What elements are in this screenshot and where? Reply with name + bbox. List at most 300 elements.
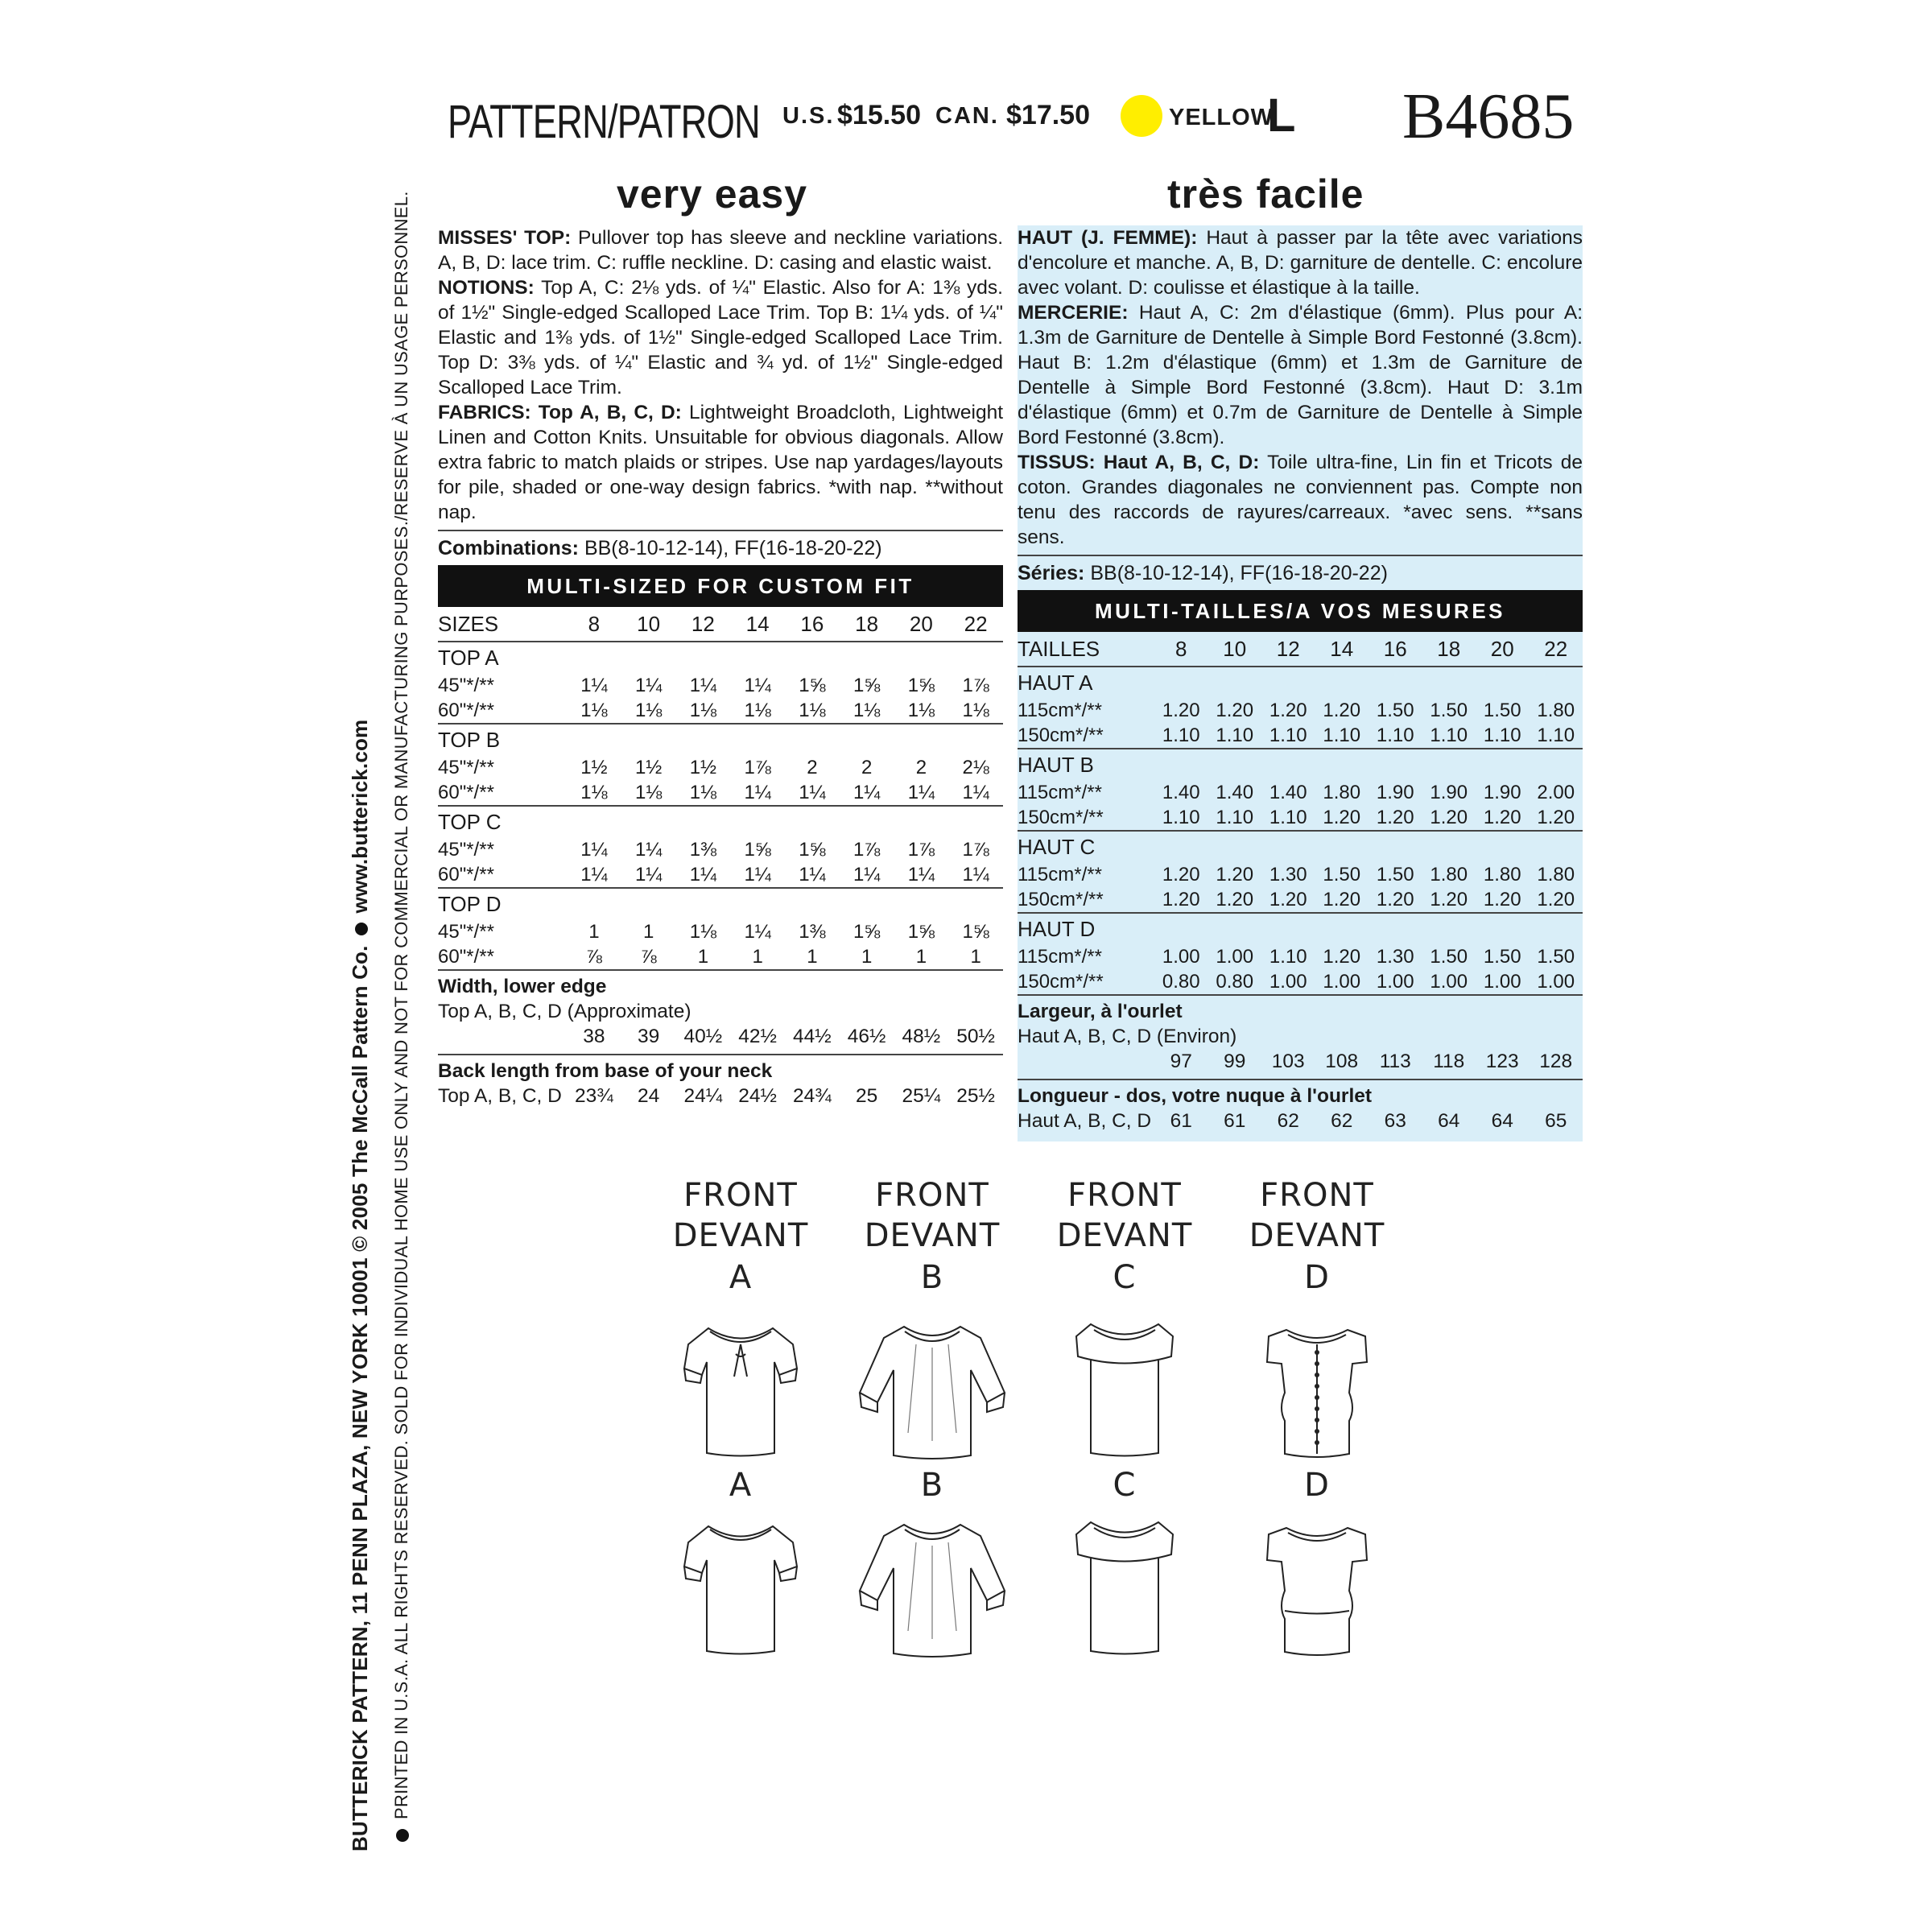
sizes-label: SIZES bbox=[438, 612, 499, 636]
group-name: HAUT D bbox=[1018, 913, 1583, 944]
yardage-cell: 1.50 bbox=[1376, 700, 1414, 721]
difficulty-en: very easy bbox=[617, 171, 808, 217]
yardage-cell: 1⅛ bbox=[907, 700, 935, 721]
yardage-cell: 1.20 bbox=[1323, 807, 1361, 828]
yardage-cell: 1.20 bbox=[1323, 946, 1361, 968]
row-label: 60"*/** bbox=[438, 946, 494, 968]
size-header: 12 bbox=[1276, 637, 1300, 661]
can-label: CAN. bbox=[935, 103, 999, 129]
yardage-cell: 1.10 bbox=[1537, 724, 1575, 746]
yardage-cell: 1⅛ bbox=[852, 700, 881, 721]
yardage-cell: 1¼ bbox=[852, 864, 881, 886]
table-row bbox=[438, 837, 1003, 862]
top-d-drawing bbox=[1236, 1312, 1397, 1465]
row-label: 60"*/** bbox=[438, 782, 494, 803]
yardage-cell: 1.00 bbox=[1376, 971, 1414, 993]
series bbox=[1018, 556, 1583, 590]
group-name: TOP C bbox=[438, 806, 1003, 837]
yardage-cell: 1.50 bbox=[1376, 864, 1414, 886]
yardage-cell: 1⅛ bbox=[689, 782, 717, 803]
yardage-cell: 1.50 bbox=[1483, 946, 1521, 968]
yardage-cell: 1¼ bbox=[744, 921, 771, 943]
yardage-cell: 1⅜ bbox=[689, 839, 717, 861]
french-description bbox=[1018, 225, 1583, 550]
yardage-cell: 1 bbox=[697, 946, 709, 968]
group-name: HAUT C bbox=[1018, 831, 1583, 862]
yardage-cell: 1.20 bbox=[1483, 807, 1521, 828]
back-heading-en: Back length from base of your neck bbox=[438, 1060, 773, 1082]
row-label: 115cm*/** bbox=[1018, 782, 1102, 803]
row-label: 115cm*/** bbox=[1018, 700, 1102, 721]
yardage-cell: 1.80 bbox=[1537, 864, 1575, 886]
width-heading-en: Width, lower edge bbox=[438, 976, 607, 997]
yardage-cell: 1⅞ bbox=[907, 839, 935, 861]
size-bar-fr: MULTI-TAILLES/A VOS MESURES bbox=[1018, 590, 1583, 632]
view-letter: D bbox=[1304, 1259, 1330, 1296]
misses-label: MISSES' TOP: bbox=[438, 227, 572, 249]
yardage-cell: 1.20 bbox=[1216, 889, 1254, 910]
yardage-cell: 1.00 bbox=[1216, 946, 1254, 968]
measure-value: 23¾ bbox=[575, 1085, 613, 1107]
yardage-cell: 1.00 bbox=[1323, 971, 1361, 993]
size-header: 18 bbox=[1437, 637, 1461, 661]
yardage-cell: ⅞ bbox=[585, 946, 602, 968]
yardage-cell: 1½ bbox=[580, 757, 608, 778]
table-row bbox=[1018, 887, 1583, 913]
yardage-cell: 1.20 bbox=[1483, 889, 1521, 910]
tissus-text: Toile ultra-fine, Lin fin et Tricots de coton. Grandes diagonales ne conviennent pas. Compte non tenu des raccords de rayures/carreaux. *avec sens. **sans sens. bbox=[1018, 452, 1583, 548]
table-row bbox=[1018, 805, 1583, 831]
yardage-cell: 1⅞ bbox=[962, 675, 989, 696]
row-label: 60"*/** bbox=[438, 864, 494, 886]
yardage-cell: 1.20 bbox=[1430, 889, 1468, 910]
yardage-cell: 1.20 bbox=[1376, 889, 1414, 910]
haut-text: Haut à passer par la tête avec variations d'encolure et manche. A, B, D: garniture de dentelle. C: encolure avec volant. D: coulisse et élastique à la taille. bbox=[1018, 227, 1583, 299]
yardage-cell: 1.40 bbox=[1162, 782, 1200, 803]
combinations-text: BB(8-10-12-14), FF(16-18-20-22) bbox=[584, 537, 882, 559]
yardage-cell: 1.20 bbox=[1216, 864, 1254, 886]
size-header: 10 bbox=[637, 612, 661, 636]
yardage-cell: 1.00 bbox=[1269, 971, 1307, 993]
sizes-label: TAILLES bbox=[1018, 637, 1100, 661]
mercerie-label: MERCERIE: bbox=[1018, 302, 1129, 324]
measure-value: 48½ bbox=[902, 1026, 941, 1047]
yardage-cell: 1¼ bbox=[634, 839, 663, 861]
english-column bbox=[438, 225, 1003, 1108]
yardage-cell: 1 bbox=[642, 921, 654, 943]
size-header: 18 bbox=[855, 612, 879, 636]
measure-value: 62 bbox=[1331, 1110, 1353, 1132]
yardage-cell: 1.10 bbox=[1162, 724, 1200, 746]
row-label: 45"*/** bbox=[438, 839, 494, 861]
front-label: FRONT bbox=[1260, 1177, 1374, 1214]
width-heading-fr: Largeur, à l'ourlet bbox=[1018, 1001, 1183, 1022]
bullet-icon bbox=[355, 923, 368, 935]
yardage-cell: 1.20 bbox=[1269, 700, 1307, 721]
top-b-drawing bbox=[852, 1510, 1013, 1663]
series-label: Séries: bbox=[1018, 562, 1085, 584]
row-label: 45"*/** bbox=[438, 675, 494, 696]
yardage-cell: 1.90 bbox=[1376, 782, 1414, 803]
yardage-cell: 1.80 bbox=[1483, 864, 1521, 886]
row-sub-label: Haut A, B, C, D bbox=[1018, 1110, 1152, 1132]
view-letter: C bbox=[1113, 1467, 1137, 1504]
side-publisher-line: BUTTERICK PATTERN, 11 PENN PLAZA, NEW YORK 10001 © 2005 The McCall Pattern Co. bbox=[348, 945, 372, 1852]
yardage-cell: 1¼ bbox=[689, 675, 717, 696]
misses-text: Pullover top has sleeve and neckline variations. A, B, D: lace trim. C: ruffle neckline. D: casing and elastic waist. bbox=[438, 227, 1003, 274]
size-header: 20 bbox=[909, 612, 933, 636]
measure-value: 44½ bbox=[793, 1026, 832, 1047]
table-row bbox=[1018, 698, 1583, 723]
row-label: 150cm*/** bbox=[1018, 724, 1104, 746]
yardage-cell: 1¼ bbox=[580, 675, 608, 696]
measure-value: 38 bbox=[583, 1026, 605, 1047]
yardage-cell: 1.20 bbox=[1269, 889, 1307, 910]
yardage-cell: 1.80 bbox=[1323, 782, 1361, 803]
can-price: $17.50 bbox=[1006, 100, 1090, 130]
devant-label: DEVANT bbox=[672, 1217, 809, 1254]
size-header: 10 bbox=[1223, 637, 1247, 661]
size-header: 12 bbox=[691, 612, 715, 636]
table-row bbox=[1018, 944, 1583, 969]
back-heading-fr: Longueur - dos, votre nuque à l'ourlet bbox=[1018, 1085, 1373, 1107]
table-row bbox=[1018, 780, 1583, 805]
yardage-cell: 1.10 bbox=[1216, 807, 1254, 828]
yardage-cell: 1⅝ bbox=[962, 921, 989, 943]
measure-value: 128 bbox=[1539, 1051, 1573, 1072]
yardage-cell: 1.10 bbox=[1323, 724, 1361, 746]
yardage-cell: 1 bbox=[588, 921, 600, 943]
yardage-cell: 1.20 bbox=[1537, 807, 1575, 828]
mercerie-text: Haut A, C: 2m d'élastique (6mm). Plus pour A: 1.3m de Garniture de Dentelle à Simple Bord Festonné (3.8cm). Haut B: 1.2m d'élastique (6mm) et 1.3m de Garniture de Dentelle à Simple Bord Festonné (3.8cm). Haut D: 3.1m d'élastique (6mm) et 0.7m de Garniture de Dentelle à Simple Bord Festonné (3.8cm). bbox=[1018, 302, 1583, 448]
yardage-cell: 1.20 bbox=[1216, 700, 1254, 721]
yardage-cell: 1.00 bbox=[1483, 971, 1521, 993]
measure-value: 123 bbox=[1485, 1051, 1519, 1072]
back-values-en bbox=[438, 1084, 1003, 1108]
side-website: www.butterick.com bbox=[348, 719, 372, 914]
table-row bbox=[1018, 862, 1583, 887]
yardage-cell: 1.10 bbox=[1376, 724, 1414, 746]
measure-value: 97 bbox=[1170, 1051, 1192, 1072]
yardage-cell: 1.30 bbox=[1269, 864, 1307, 886]
yardage-cell: 1⅝ bbox=[799, 839, 826, 861]
yardage-cell: 1.20 bbox=[1162, 889, 1200, 910]
yardage-table-en bbox=[438, 607, 1003, 969]
yardage-cell: 1⅛ bbox=[799, 700, 826, 721]
measure-value: 40½ bbox=[683, 1026, 723, 1047]
width-values-fr bbox=[1018, 1049, 1583, 1074]
yardage-cell: 1⅞ bbox=[962, 839, 989, 861]
measure-value: 24¼ bbox=[683, 1085, 723, 1107]
measure-value: 64 bbox=[1438, 1110, 1460, 1132]
table-row bbox=[1018, 723, 1583, 749]
measure-value: 24 bbox=[637, 1085, 660, 1107]
top-c-drawing bbox=[1044, 1510, 1205, 1663]
yardage-cell: 1.20 bbox=[1376, 807, 1414, 828]
yardage-cell: 1.10 bbox=[1216, 724, 1254, 746]
row-label: 115cm*/** bbox=[1018, 864, 1102, 886]
yardage-cell: 1¼ bbox=[580, 864, 608, 886]
measure-value: 65 bbox=[1545, 1110, 1567, 1132]
measure-value: 63 bbox=[1384, 1110, 1406, 1132]
yardage-cell: 2 bbox=[915, 757, 927, 778]
yardage-cell: 1¼ bbox=[962, 782, 989, 803]
yardage-cell: 1 bbox=[807, 946, 818, 968]
yardage-cell: 1⅞ bbox=[852, 839, 881, 861]
haut-label: HAUT (J. FEMME): bbox=[1018, 227, 1198, 249]
width-subline-fr: Haut A, B, C, D (Environ) bbox=[1018, 1026, 1237, 1047]
size-header: 8 bbox=[588, 612, 601, 636]
yardage-cell: 1¼ bbox=[744, 675, 771, 696]
top-a-drawing bbox=[660, 1510, 821, 1663]
yardage-cell: 1⅝ bbox=[744, 839, 771, 861]
front-label: FRONT bbox=[1067, 1177, 1182, 1214]
bullet-icon bbox=[396, 1829, 409, 1842]
divider bbox=[1018, 994, 1583, 996]
size-header: 22 bbox=[1544, 637, 1568, 661]
yardage-cell: 1¼ bbox=[634, 864, 663, 886]
row-label: 45"*/** bbox=[438, 921, 494, 943]
yardage-cell: 1⅝ bbox=[852, 675, 881, 696]
yardage-cell: 1.10 bbox=[1430, 724, 1468, 746]
row-label: 45"*/** bbox=[438, 757, 494, 778]
yardage-cell: 1¼ bbox=[580, 839, 608, 861]
yardage-cell: 1⅛ bbox=[689, 921, 717, 943]
color-name: YELLOW bbox=[1169, 105, 1274, 130]
width-subline-en: Top A, B, C, D (Approximate) bbox=[438, 1001, 691, 1022]
row-label: 60"*/** bbox=[438, 700, 494, 721]
measure-value: 118 bbox=[1433, 1051, 1465, 1072]
divider bbox=[438, 969, 1003, 971]
yardage-cell: 1.50 bbox=[1430, 700, 1468, 721]
devant-label: DEVANT bbox=[1249, 1217, 1385, 1254]
yardage-cell: 1 bbox=[915, 946, 927, 968]
table-row bbox=[438, 673, 1003, 698]
yardage-cell: 1.90 bbox=[1483, 782, 1521, 803]
english-description bbox=[438, 225, 1003, 525]
yardage-cell: 1.30 bbox=[1376, 946, 1414, 968]
measure-value: 24½ bbox=[738, 1085, 777, 1107]
yardage-cell: 1⅛ bbox=[689, 700, 717, 721]
yardage-cell: 1.10 bbox=[1483, 724, 1521, 746]
view-letter: A bbox=[729, 1259, 753, 1296]
size-bar-en: MULTI-SIZED FOR CUSTOM FIT bbox=[438, 565, 1003, 607]
top-a-drawing bbox=[660, 1312, 821, 1465]
yardage-cell: 1.50 bbox=[1430, 946, 1468, 968]
view-letter: C bbox=[1113, 1259, 1137, 1296]
yardage-cell: 1.50 bbox=[1537, 946, 1575, 968]
front-label: FRONT bbox=[875, 1177, 989, 1214]
view-letter: A bbox=[729, 1467, 753, 1504]
measure-value: 46½ bbox=[847, 1026, 886, 1047]
yellow-circle-icon bbox=[1121, 95, 1162, 137]
yardage-cell: 1⅛ bbox=[634, 782, 663, 803]
row-label: 150cm*/** bbox=[1018, 971, 1104, 993]
row-sub-label bbox=[1018, 1049, 1154, 1074]
side-legal-line: PRINTED IN U.S.A. ALL RIGHTS RESERVED. SOLD FOR INDIVIDUAL HOME USE ONLY AND NOT FOR COMMERCIAL OR MANUFACTURING PURPOSES./RESERVE À UN USAGE PERSONNEL. bbox=[391, 191, 411, 1819]
yardage-cell: 1¼ bbox=[907, 864, 935, 886]
yardage-cell: 2⅛ bbox=[962, 757, 989, 778]
divider bbox=[438, 1054, 1003, 1055]
yardage-cell: 1¼ bbox=[689, 864, 717, 886]
yardage-cell: 1.50 bbox=[1483, 700, 1521, 721]
size-header: 20 bbox=[1490, 637, 1514, 661]
yardage-cell: 1 bbox=[970, 946, 981, 968]
size-letter: L bbox=[1267, 89, 1296, 142]
measure-value: 39 bbox=[637, 1026, 660, 1047]
yardage-cell: 2 bbox=[861, 757, 873, 778]
tissus-label: TISSUS: Haut A, B, C, D: bbox=[1018, 452, 1260, 473]
yardage-cell: ⅞ bbox=[640, 946, 657, 968]
yardage-cell: 1.10 bbox=[1269, 946, 1307, 968]
top-b-drawing bbox=[852, 1312, 1013, 1465]
table-row bbox=[438, 698, 1003, 724]
yardage-cell: 1¼ bbox=[744, 864, 771, 886]
us-label: U.S. bbox=[782, 103, 835, 129]
measure-value: 61 bbox=[1224, 1110, 1246, 1132]
yardage-cell: 1 bbox=[861, 946, 873, 968]
measure-value: 108 bbox=[1325, 1051, 1359, 1072]
measure-value: 25 bbox=[855, 1085, 878, 1107]
back-values-fr bbox=[1018, 1108, 1583, 1133]
view-letter: B bbox=[920, 1259, 944, 1296]
yardage-cell: 1⅛ bbox=[962, 700, 989, 721]
yardage-cell: 1.80 bbox=[1537, 700, 1575, 721]
measure-value: 64 bbox=[1491, 1110, 1513, 1132]
notions-text: Top A, C: 2⅛ yds. of ¼" Elastic. Also for A: 1⅜ yds. of 1½" Single-edged Scalloped Lace Trim. Top B: 1¼ yds. of ¼" Elastic and 1⅜ yds. of 1½" Single-edged Scalloped Lace Trim. Top D: 3⅜ yds. of ¼" Elastic and ¾ yd. of 1½" Single-edged Scalloped Lace Trim. bbox=[438, 277, 1003, 398]
yardage-cell: 1⅛ bbox=[580, 700, 608, 721]
yardage-cell: 1.50 bbox=[1323, 864, 1361, 886]
group-name: HAUT B bbox=[1018, 749, 1583, 780]
fabrics-label: FABRICS: Top A, B, C, D: bbox=[438, 402, 682, 423]
yardage-cell: 1½ bbox=[634, 757, 663, 778]
yardage-cell: 0.80 bbox=[1216, 971, 1254, 993]
table-row bbox=[438, 862, 1003, 888]
us-price: $15.50 bbox=[837, 100, 921, 130]
yardage-cell: 1.40 bbox=[1216, 782, 1254, 803]
table-row bbox=[438, 919, 1003, 944]
measure-value: 42½ bbox=[738, 1026, 777, 1047]
pattern-label: PATTERN/PATRON bbox=[448, 96, 760, 148]
view-letter: B bbox=[920, 1467, 944, 1504]
devant-label: DEVANT bbox=[864, 1217, 1001, 1254]
series-text: BB(8-10-12-14), FF(16-18-20-22) bbox=[1090, 562, 1388, 584]
yardage-cell: 1½ bbox=[689, 757, 717, 778]
yardage-cell: 2.00 bbox=[1537, 782, 1575, 803]
devant-label: DEVANT bbox=[1056, 1217, 1193, 1254]
yardage-cell: 1¼ bbox=[634, 675, 663, 696]
yardage-cell: 1⅜ bbox=[799, 921, 826, 943]
yardage-cell: 1⅝ bbox=[907, 921, 935, 943]
size-header: 8 bbox=[1175, 637, 1187, 661]
yardage-cell: 1¼ bbox=[852, 782, 881, 803]
side-publisher-text bbox=[348, 644, 373, 1852]
yardage-cell: 1.20 bbox=[1323, 700, 1361, 721]
top-d-drawing bbox=[1236, 1510, 1397, 1663]
yardage-cell: 1.20 bbox=[1162, 864, 1200, 886]
yardage-cell: 1⅞ bbox=[744, 757, 771, 778]
yardage-cell: 2 bbox=[807, 757, 818, 778]
table-row bbox=[1018, 969, 1583, 994]
front-label: FRONT bbox=[683, 1177, 798, 1214]
notions-label: NOTIONS: bbox=[438, 277, 535, 299]
size-header: 14 bbox=[745, 612, 770, 636]
yardage-cell: 1.40 bbox=[1269, 782, 1307, 803]
combinations bbox=[438, 531, 1003, 565]
measure-value: 99 bbox=[1224, 1051, 1246, 1072]
yardage-cell: 1.20 bbox=[1162, 700, 1200, 721]
yardage-cell: 1.10 bbox=[1269, 724, 1307, 746]
yardage-cell: 1⅛ bbox=[744, 700, 771, 721]
yardage-cell: 1¼ bbox=[799, 782, 826, 803]
row-label: 115cm*/** bbox=[1018, 946, 1102, 968]
yardage-cell: 1.80 bbox=[1430, 864, 1468, 886]
measure-value: 24¾ bbox=[793, 1085, 832, 1107]
row-label: 150cm*/** bbox=[1018, 889, 1104, 910]
row-sub-label: Top A, B, C, D bbox=[438, 1085, 562, 1107]
yardage-cell: 1.20 bbox=[1537, 889, 1575, 910]
group-name: HAUT A bbox=[1018, 667, 1583, 698]
measure-value: 113 bbox=[1379, 1051, 1411, 1072]
difficulty-fr: très facile bbox=[1167, 171, 1364, 217]
width-values-en bbox=[438, 1024, 1003, 1049]
yardage-cell: 1⅛ bbox=[580, 782, 608, 803]
yardage-cell: 1¼ bbox=[962, 864, 989, 886]
table-row bbox=[438, 780, 1003, 806]
yardage-cell: 1.10 bbox=[1162, 807, 1200, 828]
yardage-cell: 1⅝ bbox=[907, 675, 935, 696]
table-row bbox=[438, 755, 1003, 780]
side-legal-text bbox=[391, 191, 412, 1852]
measure-value: 50½ bbox=[956, 1026, 995, 1047]
yardage-cell: 1.00 bbox=[1537, 971, 1575, 993]
yardage-cell: 1⅝ bbox=[852, 921, 881, 943]
measure-value: 103 bbox=[1271, 1051, 1305, 1072]
yardage-cell: 1.00 bbox=[1162, 946, 1200, 968]
yardage-cell: 1⅝ bbox=[799, 675, 826, 696]
view-letter: D bbox=[1304, 1467, 1330, 1504]
yardage-cell: 1⅛ bbox=[634, 700, 663, 721]
yardage-cell: 1¼ bbox=[744, 782, 771, 803]
yardage-cell: 1¼ bbox=[799, 864, 826, 886]
group-name: TOP B bbox=[438, 724, 1003, 755]
size-header: 16 bbox=[800, 612, 824, 636]
french-column bbox=[1018, 225, 1583, 1141]
measure-value: 62 bbox=[1277, 1110, 1299, 1132]
yardage-cell: 1.20 bbox=[1430, 807, 1468, 828]
combinations-label: Combinations: bbox=[438, 537, 579, 559]
row-label: 150cm*/** bbox=[1018, 807, 1104, 828]
yardage-cell: 1.90 bbox=[1430, 782, 1468, 803]
pattern-number: B4685 bbox=[1402, 81, 1575, 152]
yardage-cell: 1 bbox=[752, 946, 763, 968]
yardage-cell: 0.80 bbox=[1162, 971, 1200, 993]
size-header: 14 bbox=[1330, 637, 1354, 661]
yardage-cell: 1.00 bbox=[1430, 971, 1468, 993]
measure-value: 25¼ bbox=[902, 1085, 941, 1107]
table-row bbox=[438, 944, 1003, 969]
yardage-table-fr bbox=[1018, 632, 1583, 994]
group-name: TOP A bbox=[438, 642, 1003, 673]
yardage-cell: 1¼ bbox=[907, 782, 935, 803]
fabrics-text: Lightweight Broadcloth, Lightweight Linen and Cotton Knits. Unsuitable for obvious diagonals. Allow extra fabric to match plaids or stripes. Use nap yardages/layouts for pile, shaded or one-way design fabrics. *with nap. **without nap. bbox=[438, 402, 1004, 523]
measure-value: 61 bbox=[1170, 1110, 1192, 1132]
yardage-cell: 1.20 bbox=[1323, 889, 1361, 910]
divider bbox=[1018, 1079, 1583, 1080]
size-header: 16 bbox=[1383, 637, 1407, 661]
measure-value: 25½ bbox=[956, 1085, 995, 1107]
yardage-cell: 1.10 bbox=[1269, 807, 1307, 828]
